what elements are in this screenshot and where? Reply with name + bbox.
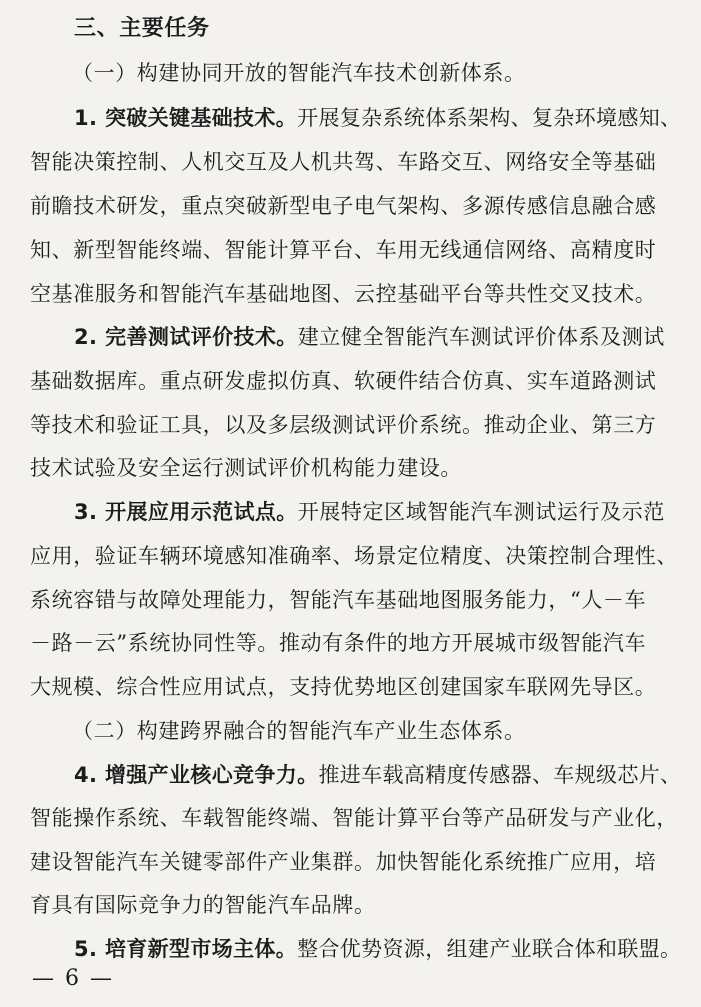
item-4-line-2: 智能操作系统、车载智能终端、智能计算平台等产品研发与产业化，: [30, 806, 678, 830]
item-5-lead: 5. 培育新型市场主体。: [74, 937, 298, 961]
item-4-lead: 4. 增强产业核心竞争力。: [74, 763, 319, 787]
item-2-line-1: 建立健全智能汽车测试评价体系及测试: [297, 325, 665, 349]
paragraph-item-3-first-line: [74, 497, 665, 527]
subsection-heading-1: （一）构建协同开放的智能汽车技术创新体系。: [72, 61, 526, 85]
item-3-line-3: 系统容错与故障处理能力，智能汽车基础地图服务能力，“人－车: [30, 588, 647, 612]
item-4-line-3: 建设智能汽车关键零部件产业集群。加快智能化系统推广应用，培: [30, 850, 657, 874]
item-5-line-1: 整合优势资源，组建产业联合体和联盟。: [297, 937, 682, 961]
item-1-lead: 1. 突破关键基础技术。: [74, 106, 298, 130]
item-2-line-4: 技术试验及安全运行测试评价机构能力建设。: [30, 456, 462, 480]
item-3-line-1: 开展特定区域智能汽车测试运行及示范: [297, 500, 665, 524]
subsection-heading-2: （二）构建跨界融合的智能汽车产业生态体系。: [72, 719, 526, 743]
paragraph-item-5-first-line: [74, 934, 681, 964]
item-3-line-2: 应用，验证车辆环境感知准确率、场景定位精度、决策控制合理性、: [30, 544, 678, 568]
item-2-line-2: 基础数据库。重点研发虚拟仿真、软硬件结合仿真、实车道路测试: [30, 369, 657, 393]
paragraph-item-1-first-line: [74, 103, 681, 133]
item-4-line-1: 推进车载高精度传感器、车规级芯片、: [318, 763, 682, 787]
page-number: — 6 —: [32, 966, 114, 991]
item-3-lead: 3. 开展应用示范试点。: [74, 500, 298, 524]
item-4-line-4: 育具有国际竞争力的智能汽车品牌。: [30, 893, 376, 917]
paragraph-item-4-first-line: [74, 760, 681, 790]
item-3-line-4: －路－云”系统协同性等。推动有条件的地方开展城市级智能汽车: [30, 631, 647, 655]
paragraph-item-2-first-line: [74, 322, 665, 352]
item-2-line-3: 等技术和验证工具，以及多层级测试评价系统。推动企业、第三方: [30, 413, 657, 437]
item-1-line-2: 智能决策控制、人机交互及人机共驾、车路交互、网络安全等基础: [30, 150, 657, 174]
item-2-lead: 2. 完善测试评价技术。: [74, 325, 298, 349]
section-heading: 三、主要任务: [74, 16, 210, 41]
item-1-line-4: 知、新型智能终端、智能计算平台、车用无线通信网络、高精度时: [30, 238, 657, 262]
item-1-line-1: 开展复杂系统体系架构、复杂环境感知、: [297, 106, 682, 130]
item-3-line-5: 大规模、综合性应用试点，支持优势地区创建国家车联网先导区。: [30, 675, 657, 699]
item-1-line-5: 空基准服务和智能汽车基础地图、云控基础平台等共性交叉技术。: [30, 282, 657, 306]
item-1-line-3: 前瞻技术研发，重点突破新型电子电气架构、多源传感信息融合感: [30, 194, 657, 218]
